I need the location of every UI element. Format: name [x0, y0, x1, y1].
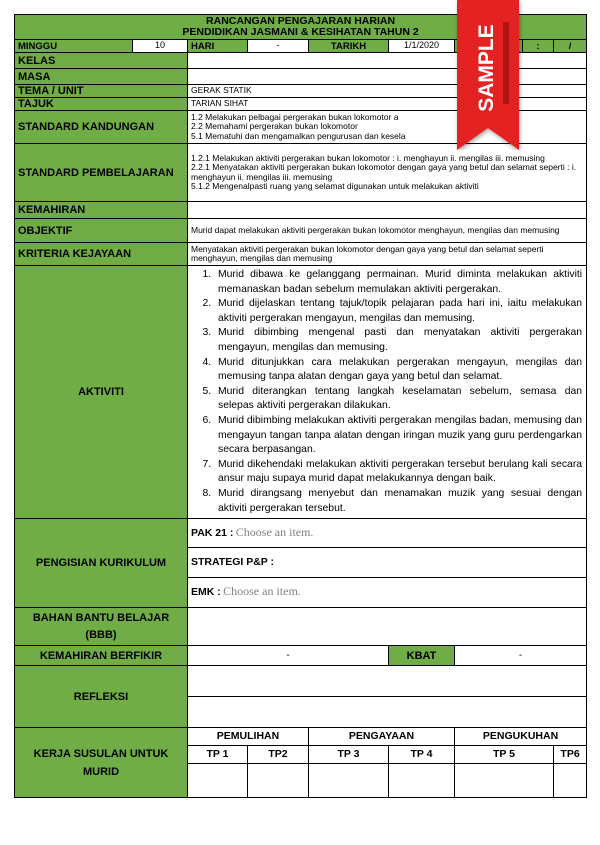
aktiviti-item: 2. Murid dijelaskan tentang tajuk/topik pelajaran pada hari ini, iaitu melakukan aktiviti pergerakan mengayun, mengilas dan memusing. — [214, 297, 582, 326]
kerja-susulan-line-1: KERJA SUSULAN UNTUK — [33, 747, 169, 760]
emk-label: EMK : — [191, 586, 221, 599]
objektif-value[interactable]: Murid dapat melakukan aktiviti pergerakan bukan lokomotor menghayun, mengilas dan memusing — [188, 219, 587, 243]
minggu-label: MINGGU — [15, 40, 133, 53]
sk-line: 2.2 Memahami pergerakan bukan lokomotor — [191, 121, 358, 132]
bbb-label-line-1: BAHAN BANTU BELAJAR — [32, 611, 170, 624]
tp-header: TP 4 — [389, 746, 455, 764]
tp-header: TP 1 — [188, 746, 248, 764]
pengisian-kurikulum-label: PENGISIAN KURIKULUM — [15, 519, 188, 608]
pemulihan-header: PEMULIHAN — [188, 728, 309, 746]
aktiviti-item: 5. Murid diterangkan tentang langkah keselamatan sebelum, semasa dan selepas aktiviti pergerakan dilakukan. — [214, 385, 582, 414]
tp-header: TP 5 — [455, 746, 554, 764]
kemahiran-berfikir-value[interactable]: - — [188, 646, 389, 666]
masa-slash: / — [554, 40, 587, 53]
standard-kandungan-value[interactable] — [188, 111, 587, 144]
sp-line: 1.2.1 Melakukan aktiviti pergerakan bukan lokomotor : i. menghayun ii. mengilas iii. memusing — [191, 152, 545, 163]
refleksi-line-2[interactable] — [188, 697, 587, 728]
masa-separator: : — [523, 40, 554, 53]
standard-pembelajaran-value[interactable] — [188, 144, 587, 202]
tp-header: TP2 — [248, 746, 309, 764]
masa-value[interactable] — [188, 69, 587, 85]
emk-field[interactable] — [188, 578, 587, 608]
aktiviti-item: 7. Murid dikehendaki melakukan aktiviti pergerakan tersebut berulang kali secara ansur maju supaya murid dapat melakukannya dengan baik. — [214, 458, 582, 487]
kerja-susulan-line-2: MURID — [82, 765, 120, 778]
aktiviti-label: AKTIVITI — [15, 266, 188, 519]
kbat-value[interactable]: - — [455, 646, 587, 666]
tema-label: TEMA / UNIT — [15, 85, 188, 98]
aktiviti-item: 8. Murid dirangsang menyebut dan menamakan muzik yang sesuai dengan aktiviti pergerakan tersebut. — [214, 487, 582, 516]
aktiviti-item: 4. Murid ditunjukkan cara melakukan pergerakan mengayun, mengilas dan memusing tanpa alatan dengan gaya yang betul dan selamat. — [214, 356, 582, 385]
kemahiran-label: KEMAHIRAN — [15, 202, 188, 219]
kemahiran-berfikir-label: KEMAHIRAN BERFIKIR — [15, 646, 188, 666]
refleksi-line-1[interactable] — [188, 666, 587, 697]
tp-header: TP6 — [554, 746, 587, 764]
kriteria-kejayaan-value[interactable]: Menyatakan aktiviti pergerakan bukan lokomotor dengan gaya yang betul dan selamat seperti menghayun, mengilas dan memusing — [188, 243, 587, 266]
pak21-field[interactable] — [188, 519, 587, 548]
tp-cell[interactable] — [248, 764, 309, 798]
title-line-1: RANCANGAN PENGAJARAN HARIAN — [206, 15, 396, 27]
sp-line: 2.2.1 Menyatakan aktiviti pergerakan bukan lokomotor dengan gaya yang betul dan selamat seperti : i. menghayun ii. mengilas iii. memusing — [191, 162, 577, 182]
sample-stamp — [453, 0, 523, 150]
tajuk-value[interactable]: TARIAN SIHAT — [188, 98, 587, 111]
sample-ribbon-line — [503, 22, 509, 104]
sample-text: SAMPLE — [475, 24, 498, 112]
tajuk-label: TAJUK — [15, 98, 188, 111]
tp-header: TP 3 — [309, 746, 389, 764]
sk-line: 1.2 Melakukan pelbagai pergerakan bukan lokomotor a — [191, 111, 399, 122]
tema-value[interactable]: GERAK STATIK — [188, 85, 587, 98]
title-line-2: PENDIDIKAN JASMANI & KESIHATAN TAHUN 2 — [182, 26, 419, 38]
pengayaan-header: PENGAYAAN — [309, 728, 455, 746]
tp-cell[interactable] — [309, 764, 389, 798]
standard-kandungan-label: STANDARD KANDUNGAN — [15, 111, 188, 144]
objektif-label: OBJEKTIF — [15, 219, 188, 243]
masa-label: MASA — [15, 69, 188, 85]
hari-label: HARI — [188, 40, 248, 53]
sk-line: 5.1 Mematuhi dan mengamalkan pengurusan dan kesela — [191, 130, 406, 141]
aktiviti-item: 1. Murid dibawa ke gelanggang permainan. Murid diminta melakukan aktiviti memanaskan badan sebelum memulakan aktiviti pergerakan. — [214, 268, 582, 297]
strategi-field[interactable] — [188, 548, 587, 578]
pak21-dropdown[interactable]: Choose an item. — [235, 524, 314, 539]
tarikh-value[interactable]: 1/1/2020 — [389, 40, 455, 53]
minggu-value[interactable]: 10 — [133, 40, 188, 53]
kerja-susulan-label — [15, 728, 188, 798]
bbb-label — [15, 608, 188, 646]
aktiviti-item: 6. Murid dibimbing melakukan aktiviti pergerakan mengilas badan, memusing dan mengayun tangan tanpa alatan dengan iringan muzik yang guru perdengarkan secara berpasangan. — [214, 414, 582, 458]
tp-cell[interactable] — [554, 764, 587, 798]
kbat-label: KBAT — [389, 646, 455, 666]
aktiviti-list — [188, 268, 582, 516]
tarikh-label: TARIKH — [309, 40, 389, 53]
pak21-label: PAK 21 : — [191, 526, 234, 539]
refleksi-label: REFLEKSI — [15, 666, 188, 728]
pengukuhan-header: PENGUKUHAN — [455, 728, 587, 746]
emk-dropdown[interactable]: Choose an item. — [223, 584, 301, 599]
bbb-value[interactable] — [188, 608, 587, 646]
kemahiran-value[interactable] — [188, 202, 587, 219]
kelas-value[interactable] — [188, 53, 587, 69]
tp-cell[interactable] — [455, 764, 554, 798]
kriteria-kejayaan-label: KRITERIA KEJAYAAN — [15, 243, 188, 266]
strategi-label: STRATEGI P&P : — [191, 555, 275, 568]
aktiviti-item: 3. Murid dibimbing mengenal pasti dan menyatakan aktiviti pergerakan mengayun, mengilas dan memusing. — [214, 326, 582, 355]
tp-cell[interactable] — [389, 764, 455, 798]
aktiviti-value[interactable] — [188, 266, 587, 519]
standard-pembelajaran-label: STANDARD PEMBELAJARAN — [15, 144, 188, 202]
hari-value[interactable]: - — [248, 40, 309, 53]
bbb-label-line-2: (BBB) — [85, 628, 117, 641]
kelas-label: KELAS — [15, 53, 188, 69]
tp-cell[interactable] — [188, 764, 248, 798]
sp-line: 5.1.2 Mengenalpasti ruang yang selamat digunakan untuk melakukan aktiviti — [191, 181, 479, 191]
